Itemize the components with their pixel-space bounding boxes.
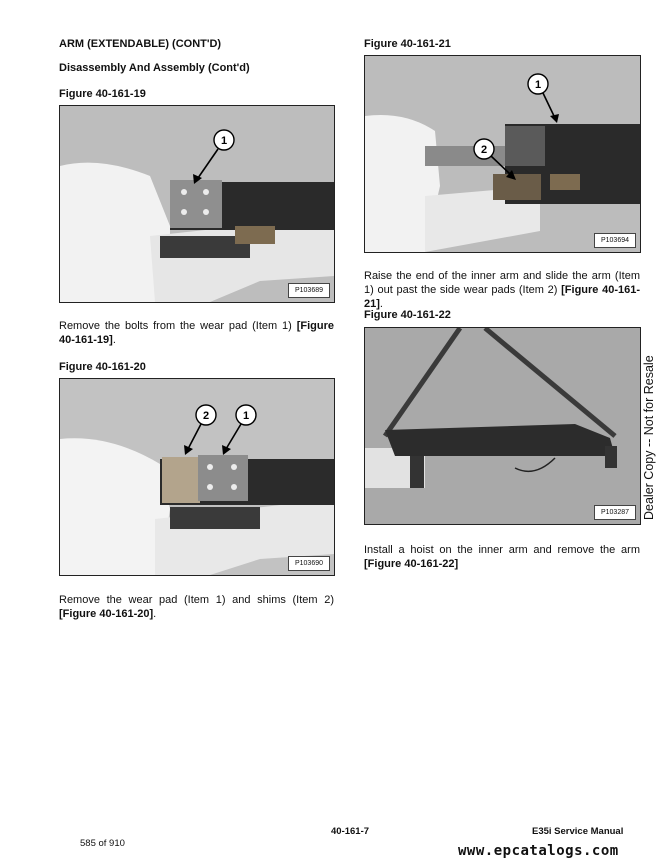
svg-text:1: 1 [242,410,250,422]
page-number: 40-161-7 [331,826,370,837]
section-title: ARM (EXTENDABLE) (CONT'D) [59,38,222,50]
manual-title: E35i Service Manual [532,826,624,837]
svg-text:2: 2 [480,144,488,156]
figure-photo-21 [364,55,641,253]
step-text-20: Remove the wear pad (Item 1) and shims (Item 2) [Figure 40-161-20]. [59,594,334,620]
figure-caption-20: Figure 40-161-20 [59,361,146,373]
photo-code-19: P103689 [288,283,330,298]
figure-photo-22 [364,327,641,525]
figure-caption-22: Figure 40-161-22 [364,309,451,321]
figure-photo-20 [59,378,335,576]
photo-code-20: P103690 [288,556,330,571]
figure-photo-19 [59,105,335,303]
svg-text:2: 2 [202,410,210,422]
step-text-21: Raise the end of the inner arm and slide the arm (Item 1) out past the side wear pads (Item 2) [Figure 40-161-21]. [364,270,641,310]
photo-code-22: P103287 [594,505,636,520]
svg-text:1: 1 [220,135,228,147]
step-text-19: Remove the bolts from the wear pad (Item 1) [Figure 40-161-19]. [59,320,334,346]
watermark-url[interactable]: www.epcatalogs.com [458,843,619,859]
svg-text:1: 1 [534,79,542,91]
photo-code-21: P103694 [594,233,636,248]
page-count: 585 of 910 [80,838,125,849]
figure-caption-19: Figure 40-161-19 [59,88,146,100]
figure-caption-21: Figure 40-161-21 [364,38,451,50]
subsection-title: Disassembly And Assembly (Cont'd) [59,62,250,74]
dealer-copy-sidebar: Dealer Copy -- Not for Resale [642,355,656,520]
step-text-22: Install a hoist on the inner arm and remove the arm [Figure 40-161-22] [364,544,640,570]
